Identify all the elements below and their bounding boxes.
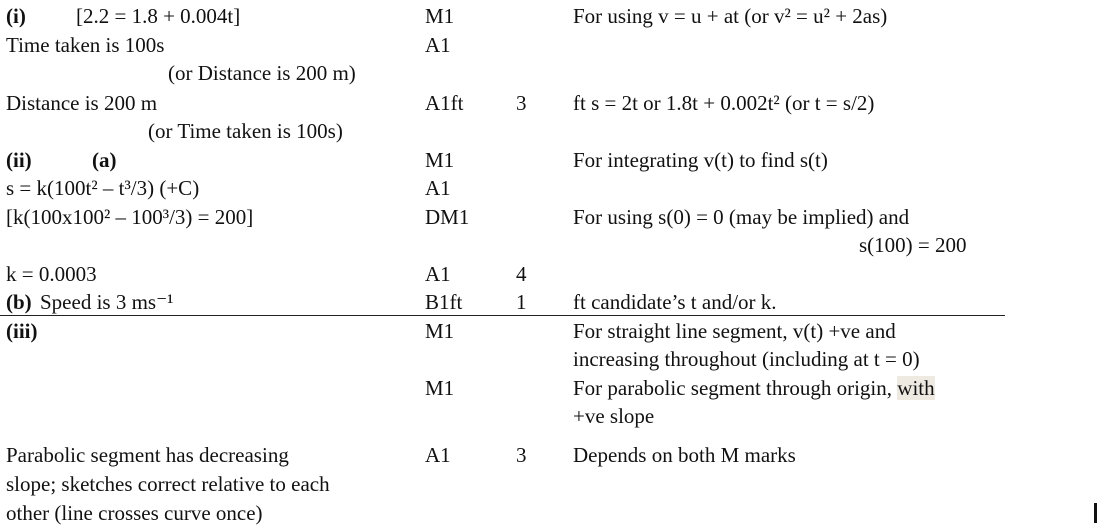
mark-total: 3 [516, 443, 527, 467]
part-iii-label: (iii) [6, 319, 38, 343]
part-ii-label: (ii) [6, 148, 32, 172]
guidance-note: For straight line segment, v(t) +ve and [573, 319, 896, 343]
working-text: Parabolic segment has decreasing [6, 443, 289, 467]
mark-code: A1 [425, 262, 451, 286]
guidance-note: ft s = 2t or 1.8t + 0.002t² (or t = s/2) [573, 91, 875, 115]
guidance-note [573, 374, 935, 402]
guidance-note: ft candidate’s t and/or k. [573, 290, 777, 314]
part-i-label: (i) [6, 4, 26, 28]
mark-code: A1 [425, 33, 451, 57]
mark-code: DM1 [425, 205, 470, 229]
guidance-note: For integrating v(t) to find s(t) [573, 148, 828, 172]
text-cursor [1094, 503, 1097, 523]
sub-part-a-label: (a) [92, 148, 117, 172]
mark-total: 3 [516, 91, 527, 115]
mark-code: A1 [425, 443, 451, 467]
working-text: Speed is 3 ms⁻¹ [40, 290, 174, 314]
working-text: slope; sketches correct relative to each [6, 472, 330, 496]
alternative-text: (or Distance is 200 m) [168, 61, 356, 85]
guidance-note: For using s(0) = 0 (may be implied) and [573, 205, 910, 229]
working-equation: [k(100x100² – 100³/3) = 200] [6, 205, 254, 229]
mark-total: 1 [516, 290, 527, 314]
mark-code: M1 [425, 376, 455, 400]
working-text: other (line crosses curve once) [6, 501, 263, 525]
mark-code: A1 [425, 176, 451, 200]
working-text: Distance is 200 m [6, 91, 158, 115]
working-equation: [2.2 = 1.8 + 0.004t] [76, 4, 241, 28]
guidance-note: +ve slope [573, 404, 655, 428]
working-equation: s = k(100t² – t³/3) (+C) [6, 176, 200, 200]
mark-total: 4 [516, 262, 527, 286]
section-divider [0, 315, 1005, 316]
guidance-note: Depends on both M marks [573, 443, 796, 467]
mark-code: B1ft [425, 290, 463, 314]
working-equation: k = 0.0003 [6, 262, 97, 286]
guidance-note: increasing throughout (including at t = 0) [573, 347, 920, 371]
mark-code: M1 [425, 319, 455, 343]
guidance-note: s(100) = 200 [859, 233, 967, 257]
working-text: Time taken is 100s [6, 33, 165, 57]
guidance-note-part: For parabolic segment through origin, [573, 376, 898, 400]
alternative-text: (or Time taken is 100s) [148, 119, 343, 143]
mark-code: M1 [425, 4, 455, 28]
sub-part-b-label: (b) [6, 290, 32, 314]
highlighted-word: with [897, 376, 935, 400]
mark-code: A1ft [425, 91, 464, 115]
guidance-note: For using v = u + at (or v² = u² + 2as) [573, 4, 888, 28]
mark-code: M1 [425, 148, 455, 172]
